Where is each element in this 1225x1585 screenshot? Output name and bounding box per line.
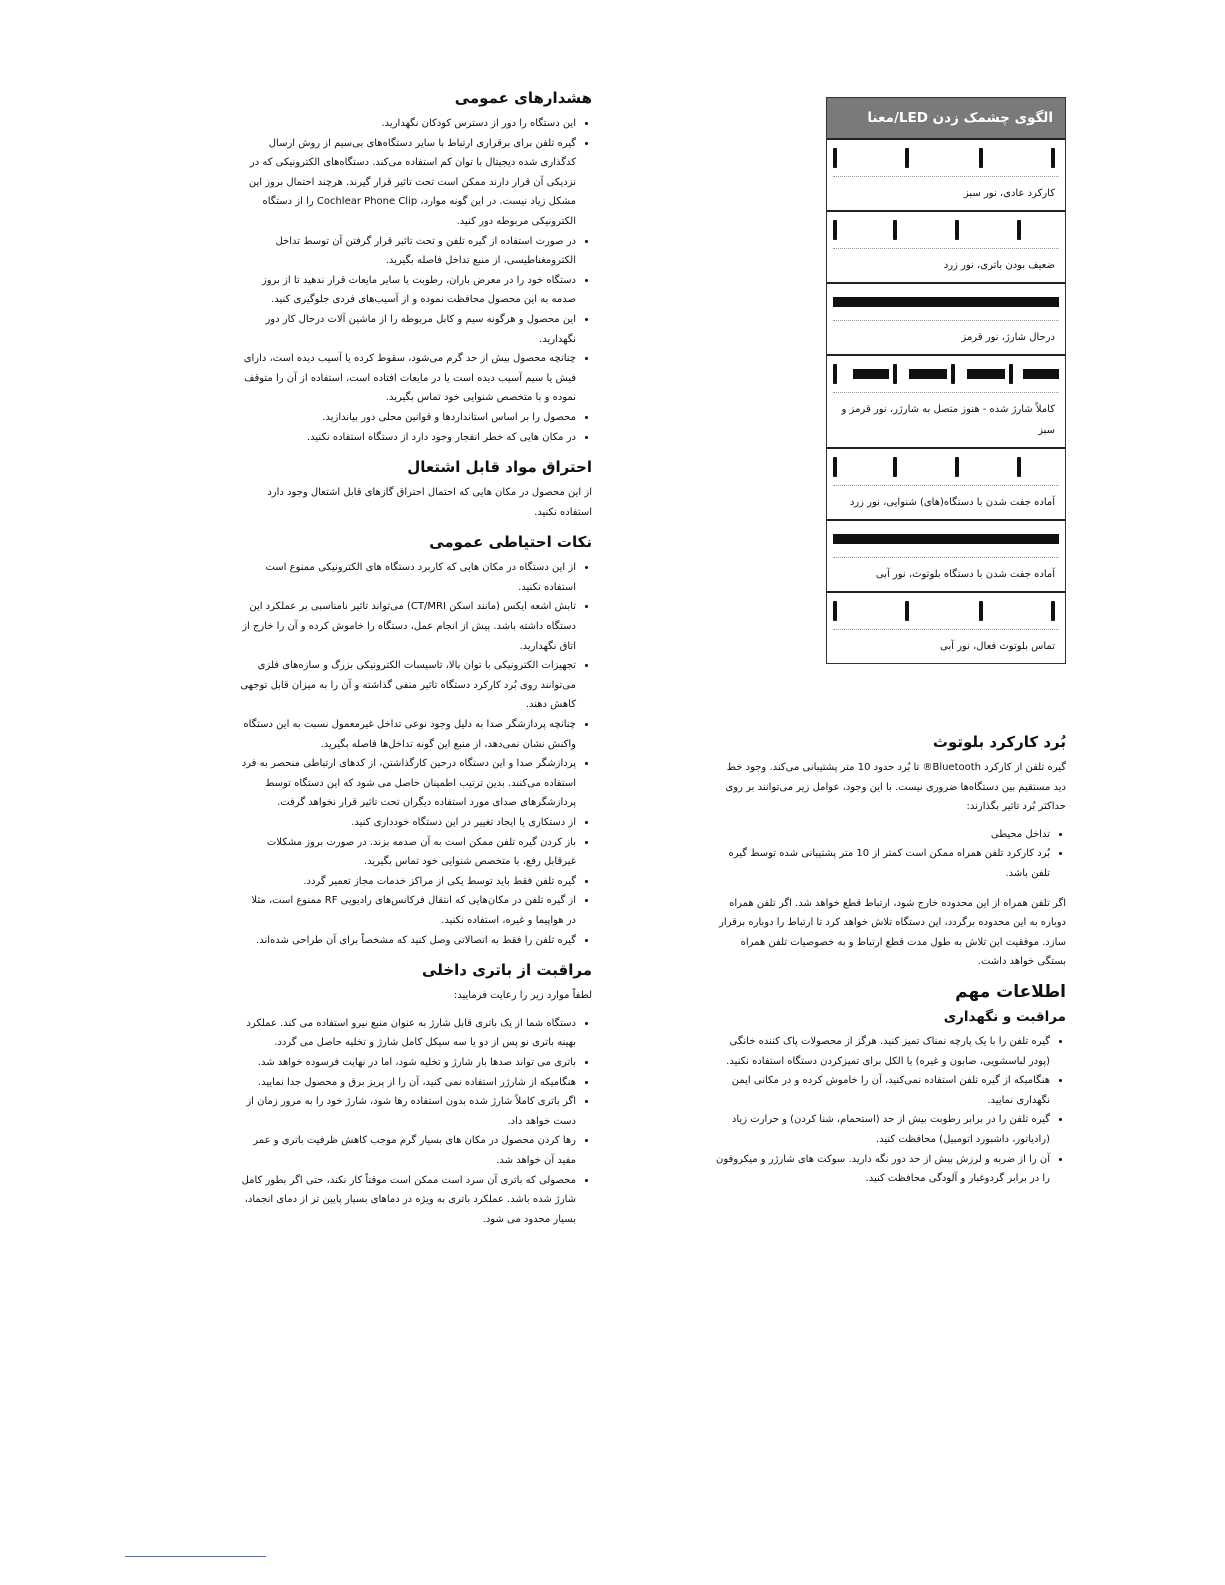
care-section [712,1008,1066,1189]
list-item: • دستگاه شما از یک باتری قابل شارژ به عنوان منبع نیرو استفاده می کند. عملکرد بهینه باتری نو پس از دو یا سه سیکل کامل شارژ و تخلیه حاصل می گردد. [240,1014,576,1053]
list-item: • محصولی که باتری آن سرد است ممکن است موقتاً کار نکند، حتی اگر بطور کامل شارژ شده باشد. عملکرد باتری به ویژه در دماهای بسیار پایین تر از دمای انجماد، بسیار محدود می شود. [240,1171,576,1230]
list-item: • گیره تلفن را فقط به اتصالاتی وصل کنید که مشخصاً برای آن طراحی شده‌اند. [240,931,576,951]
list-item: • از این دستگاه در مکان هایی که کاربرد دستگاه های الکترونیکی ممنوع است استفاده نکنید. [240,558,576,597]
list-item: • رها کردن محصول در مکان های بسیار گرم موجب کاهش ظرفیت باتری و عمر مفید آن خواهد شد. [240,1131,576,1170]
care-list [712,1032,1066,1189]
important-info-title: اطلاعات مهم [955,981,1066,1002]
list-item: • محصول را بر اساس استانداردها و قوانین محلی دور بیاندازید. [240,408,576,428]
list-item: • گیره تلفن را در برابر رطوبت بیش از حد (استحمام، شنا کردن) و حرارت زیاد (رادیاتور، داشبورد اتومبیل) محافظت کنید. [712,1110,1050,1149]
general-precautions-section [240,532,592,950]
led-pattern-solid [833,284,1059,321]
bluetooth-range-text2: اگر تلفن همراه از این محدوده خارج شود، ارتباط قطع خواهد شد. اگر تلفن همراه دوباره به این محدوده برگردد، این دستگاه تلاش خواهد کرد تا ارتباط را دوباره برقرار سازد. موفقیت این تلاش به طول مدت قطع ارتباط و به خصوصیات تلفن همراه بستگی خواهد داشت. [719,897,1066,968]
general-precautions-list [240,558,592,950]
led-row [827,282,1065,354]
list-item: • در صورت استفاده از گیره تلفن و تحت تاثیر قرار گرفتن آن توسط تداخل الکترومغناطیسی، از منبع تداخل فاصله بگیرید. [240,232,576,271]
led-description: کارکرد عادی، نور سبز [963,188,1055,199]
list-item: • گیره تلفن برای برقراری ارتباط با سایر دستگاه‌های بی‌سیم از روش ارسال کدگذاری شده دیجیتال با توان کم استفاده می‌کند. دستگاه‌های الکترونیکی که در نزدیکی آن قرار دارند ممکن است تحت تاثیر قرار گیرند. هرچند احتمال بروز این مشکل زیاد نیست. در این گونه موارد، Cochlear Phone Clip را از دستگاه الکترونیکی مربوطه دور کنید. [240,134,576,232]
bluetooth-range-text: گیره تلفن از کارکرد Bluetooth® تا بُرد حدود 10 متر پشتیبانی می‌کند. وجود خط دید مستقیم بین دستگاه‌ها ضروری نیست. با این وجود، عوامل زیر می‌توانند بر روی حداکثر بُرد تاثیر بگذارند: [725,762,1066,813]
led-pattern-ticks-wide [833,593,1059,630]
led-description: ضعیف بودن باتری، نور زرد [943,260,1055,271]
list-item: • در مکان هایی که خطر انفجار وجود دارد از دستگاه استفاده نکنید. [240,428,576,448]
general-precautions-title: نکات احتیاطی عمومی [429,533,592,552]
list-item: • از دستکاری یا ایجاد تغییر در این دستگاه خودداری کنید. [240,813,576,833]
battery-care-title: مراقبت از باتری داخلی [422,961,592,980]
list-item: • هنگامیکه از گیره تلفن استفاده نمی‌کنید، آن را خاموش کرده و در مکانی ایمن نگهداری نمایید. [712,1071,1050,1110]
flammable-title: احتراق مواد قابل اشتعال [407,458,592,477]
led-pattern-dashes [833,356,1059,393]
led-pattern-ticks-narrow [833,449,1059,486]
bluetooth-range-title: بُرد کارکرد بلوتوث [932,733,1066,751]
list-item: • اگر باتری کاملاً شارژ شده بدون استفاده رها شود، شارژ خود را به مرور زمان از دست خواهد داد. [240,1092,576,1131]
led-row [827,138,1065,210]
list-item: • چنانچه محصول بیش از حد گرم می‌شود، سقوط کرده یا آسیب دیده است، دارای فیش یا سیم آسیب دیده است یا در مایعات افتاده است، استفاده از آن را متوقف نموده و با متخصص شنوایی خود تماس بگیرید. [240,349,576,408]
list-item: • باتری می تواند صدها بار شارژ و تخلیه شود، اما در نهایت فرسوده خواهد شد. [240,1053,576,1073]
flammable-text: از این محصول در مکان هایی که احتمال احتراق گازهای قابل اشتعال وجود دارد استفاده نکنید. [267,487,592,518]
footnote-divider [125,1556,266,1557]
led-description: آماده جفت شدن با دستگاه بلوتوث، نور آبی [875,569,1055,580]
list-item: • بُرد کارکرد تلفن همراه ممکن است کمتر از 10 متر پشتیبانی شده توسط گیره تلفن باشد. [712,844,1050,883]
list-item: • پردازشگر صدا و این دستگاه درحین کارگذاشتن، از کدهای ارتباطی منحصر به فرد استفاده می‌کنند. بدین ترتیب اطمینان حاصل می شود که این دستگاه توسط پردازشگرهای صدای مورد استفاده دیگران تحت تاثیر قرار نخواهد گرفت. [240,754,576,813]
flammable-section [240,457,592,522]
bluetooth-range-list [712,825,1066,884]
led-row [827,354,1065,447]
right-column [712,732,1066,1199]
led-row [827,447,1065,519]
led-description: درحال شارژ، نور قرمز [961,332,1055,343]
list-item: • تجهیزات الکترونیکی با توان بالا، تاسیسات الکترونیکی بزرگ و سازه‌های فلزی می‌توانند روی بُرد کارکرد دستگاه تاثیر منفی گذاشته و آن را به میزان قابل توجهی کاهش دهند. [240,656,576,715]
list-item: • تابش اشعه ایکس (مانند اسکن CT/MRI) می‌تواند تاثیر نامناسبی بر عملکرد این دستگاه داشته باشد. پیش از انجام عمل، دستگاه را خاموش کرده و آن را خارج از اتاق نگهدارید. [240,597,576,656]
list-item: • چنانچه پردازشگر صدا به دلیل وجود نوعی تداخل غیرمعمول نسبت به این دستگاه واکنش نشان نمی‌دهد، از منبع این گونه تداخل‌ها فاصله بگیرید. [240,715,576,754]
led-pattern-ticks-wide [833,140,1059,177]
list-item: • این دستگاه را دور از دسترس کودکان نگهدارید. [240,114,576,134]
list-item: • هنگامیکه از شارژر استفاده نمی کنید، آن را از پریز برق و محصول جدا نمایید. [240,1073,576,1093]
bluetooth-range-section [712,732,1066,972]
battery-care-section [240,960,592,1229]
list-item: • گیره تلفن فقط باید توسط یکی از مراکز خدمات مجاز تعمیر گردد. [240,872,576,892]
list-item: • از گیره تلفن در مکان‌هایی که انتقال فرکانس‌های رادیویی RF ممنوع است، مثلا در هواپیما و غیره، استفاده نکنید. [240,891,576,930]
general-warnings-section [240,88,592,447]
list-item: • گیره تلفن را با یک پارچه نمناک تمیز کنید. هرگز از محصولات پاک کننده خانگی (پودر لباسشویی، صابون و غیره) یا الکل برای تمیزکردن دستگاه استفاده نکنید. [712,1032,1050,1071]
led-description: آماده جفت شدن با دستگاه(های) شنوایی، نور زرد [849,497,1055,508]
list-item: • باز کردن گیره تلفن ممکن است به آن صدمه بزند. در صورت بروز مشکلات غیرقابل رفع، با متخصص شنوایی خود تماس بگیرید. [240,833,576,872]
led-row [827,591,1065,663]
battery-care-intro: لطفاً موارد زیر را رعایت فرمایید: [453,990,592,1002]
list-item: • این محصول و هرگونه سیم و کابل مربوطه را از ماشین آلات درحال کار دور نگهدارید. [240,310,576,349]
led-row [827,519,1065,591]
list-item: • دستگاه خود را در معرض باران، رطوبت یا سایر مایعات قرار ندهید تا از بروز صدمه به این محصول محافظت نموده و از آسیب‌های فردی جلوگیری کنید. [240,271,576,310]
led-description: تماس بلوتوث فعال، نور آبی [940,641,1055,652]
led-pattern-solid [833,521,1059,558]
general-warnings-list [240,114,592,447]
list-item: • آن را از ضربه و لرزش بیش از حد دور نگه دارید. سوکت های شارژر و میکروفون را در برابر گردوغبار و آلودگی محافظت کنید. [712,1150,1050,1189]
led-description: کاملاً شارژ شده - هنوز متصل به شارژر، نور قرمز و سبز [841,404,1055,436]
general-warnings-title: هشدارهای عمومی [454,89,592,107]
led-pattern-ticks-narrow [833,212,1059,249]
battery-care-list [240,1014,592,1230]
care-title: مراقبت و نگهداری [943,1008,1066,1025]
left-column [240,88,592,1239]
led-table-header: الگوی چشمک زدن LED/معنا [827,98,1065,138]
list-item: • تداخل محیطی [712,825,1050,845]
led-row [827,210,1065,282]
led-pattern-table [826,97,1066,664]
